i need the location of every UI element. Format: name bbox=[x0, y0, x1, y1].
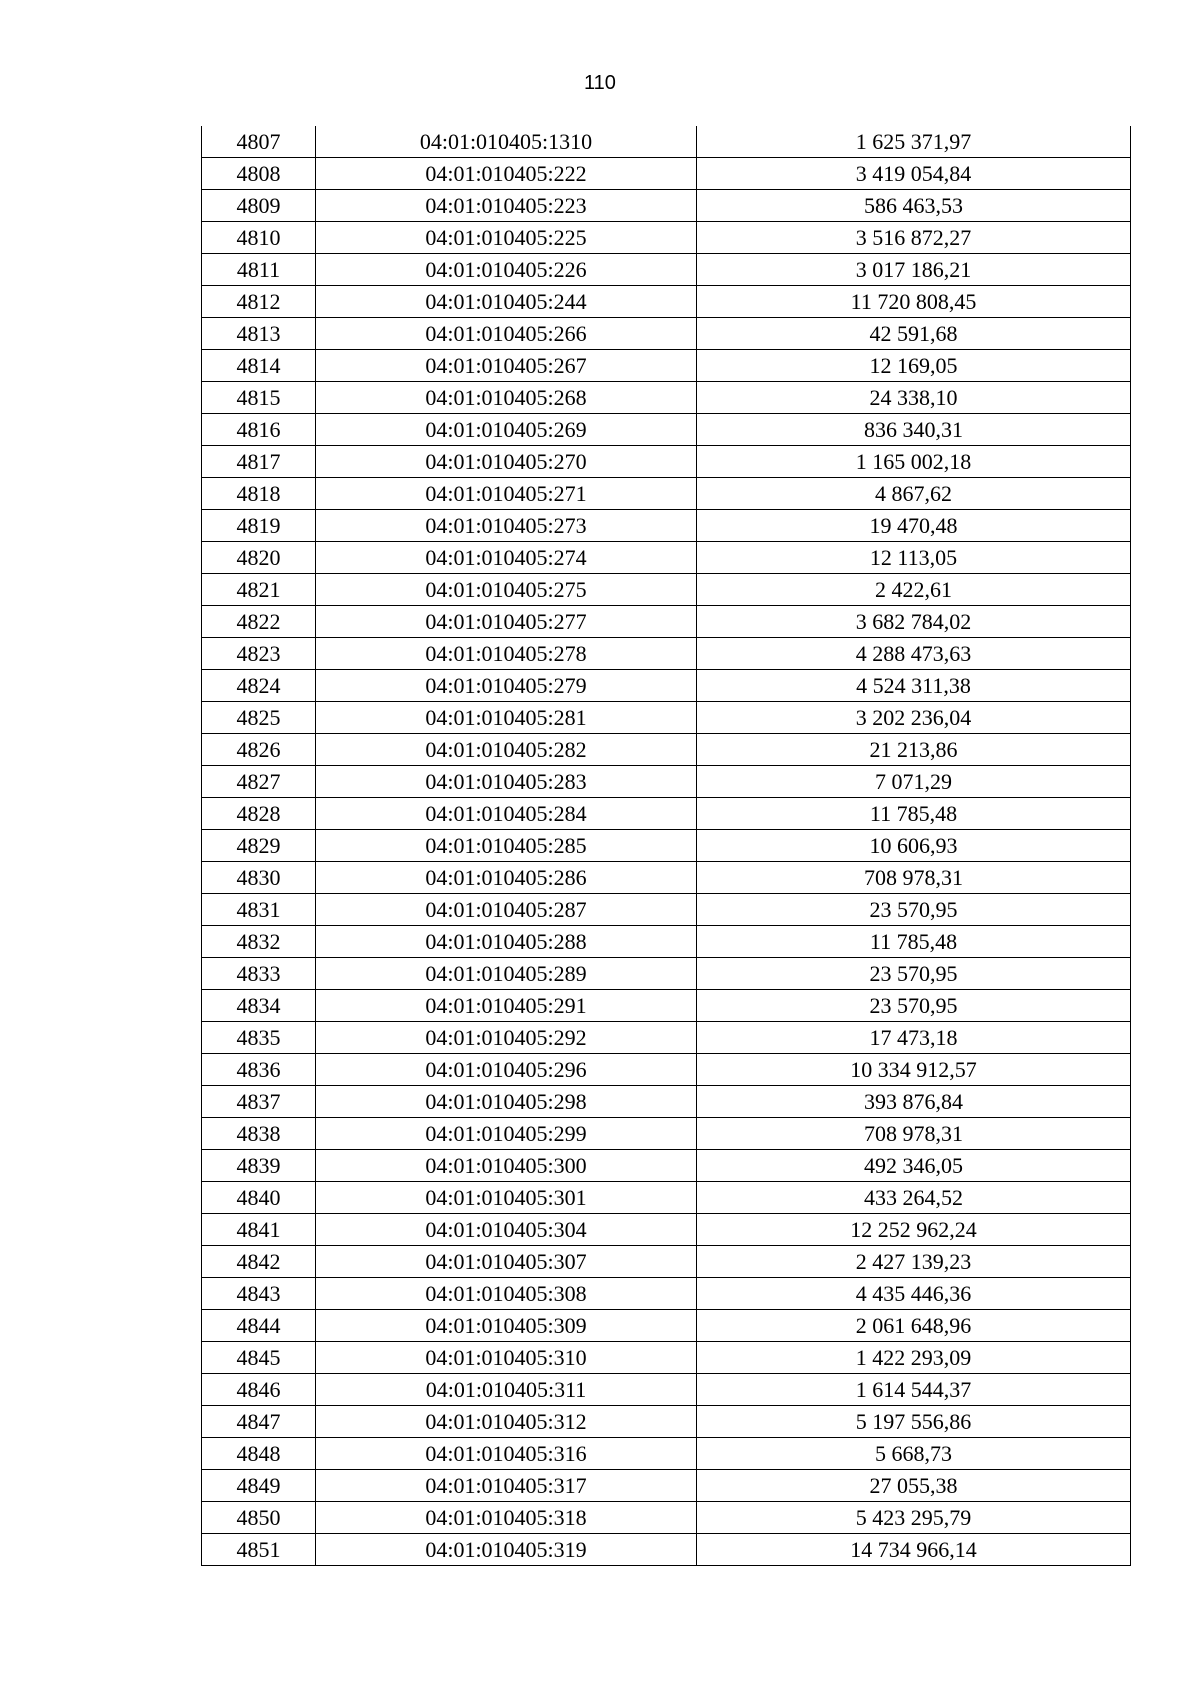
cadastral-number-cell: 04:01:010405:317 bbox=[316, 1470, 697, 1502]
table-row bbox=[202, 126, 1131, 158]
row-number-cell: 4825 bbox=[202, 702, 316, 734]
cadastral-number-cell: 04:01:010405:281 bbox=[316, 702, 697, 734]
table-row bbox=[202, 894, 1131, 926]
cadastral-value-cell: 3 202 236,04 bbox=[697, 702, 1131, 734]
cadastral-number-cell: 04:01:010405:288 bbox=[316, 926, 697, 958]
cadastral-number-cell: 04:01:010405:275 bbox=[316, 574, 697, 606]
table-row bbox=[202, 1022, 1131, 1054]
cadastral-value-cell: 19 470,48 bbox=[697, 510, 1131, 542]
row-number-cell: 4810 bbox=[202, 222, 316, 254]
cadastral-number-cell: 04:01:010405:282 bbox=[316, 734, 697, 766]
cadastral-number-cell: 04:01:010405:279 bbox=[316, 670, 697, 702]
cadastral-value-cell: 14 734 966,14 bbox=[697, 1534, 1131, 1566]
row-number-cell: 4843 bbox=[202, 1278, 316, 1310]
cadastral-value-cell: 7 071,29 bbox=[697, 766, 1131, 798]
row-number-cell: 4813 bbox=[202, 318, 316, 350]
cadastral-number-cell: 04:01:010405:222 bbox=[316, 158, 697, 190]
cadastral-value-cell: 24 338,10 bbox=[697, 382, 1131, 414]
cadastral-number-cell: 04:01:010405:274 bbox=[316, 542, 697, 574]
table-row bbox=[202, 958, 1131, 990]
table-row bbox=[202, 222, 1131, 254]
cadastral-value-cell: 10 334 912,57 bbox=[697, 1054, 1131, 1086]
cadastral-value-cell: 4 524 311,38 bbox=[697, 670, 1131, 702]
table-row bbox=[202, 190, 1131, 222]
cadastral-number-cell: 04:01:010405:310 bbox=[316, 1342, 697, 1374]
row-number-cell: 4835 bbox=[202, 1022, 316, 1054]
cadastral-number-cell: 04:01:010405:318 bbox=[316, 1502, 697, 1534]
cadastral-number-cell: 04:01:010405:289 bbox=[316, 958, 697, 990]
cadastral-number-cell: 04:01:010405:273 bbox=[316, 510, 697, 542]
row-number-cell: 4807 bbox=[202, 126, 316, 158]
table-row bbox=[202, 862, 1131, 894]
cadastral-number-cell: 04:01:010405:309 bbox=[316, 1310, 697, 1342]
cadastral-number-cell: 04:01:010405:287 bbox=[316, 894, 697, 926]
cadastral-value-cell: 27 055,38 bbox=[697, 1470, 1131, 1502]
cadastral-number-cell: 04:01:010405:298 bbox=[316, 1086, 697, 1118]
cadastral-value-cell: 12 113,05 bbox=[697, 542, 1131, 574]
table-row bbox=[202, 382, 1131, 414]
cadastral-value-cell: 708 978,31 bbox=[697, 862, 1131, 894]
table-row bbox=[202, 350, 1131, 382]
table-row bbox=[202, 574, 1131, 606]
table-row bbox=[202, 158, 1131, 190]
cadastral-value-cell: 10 606,93 bbox=[697, 830, 1131, 862]
row-number-cell: 4811 bbox=[202, 254, 316, 286]
row-number-cell: 4817 bbox=[202, 446, 316, 478]
cadastral-value-cell: 5 197 556,86 bbox=[697, 1406, 1131, 1438]
row-number-cell: 4824 bbox=[202, 670, 316, 702]
row-number-cell: 4848 bbox=[202, 1438, 316, 1470]
row-number-cell: 4836 bbox=[202, 1054, 316, 1086]
row-number-cell: 4814 bbox=[202, 350, 316, 382]
cadastral-number-cell: 04:01:010405:225 bbox=[316, 222, 697, 254]
row-number-cell: 4842 bbox=[202, 1246, 316, 1278]
table-row bbox=[202, 1406, 1131, 1438]
cadastral-value-cell: 23 570,95 bbox=[697, 990, 1131, 1022]
cadastral-value-cell: 3 017 186,21 bbox=[697, 254, 1131, 286]
cadastral-number-cell: 04:01:010405:304 bbox=[316, 1214, 697, 1246]
cadastral-number-cell: 04:01:010405:244 bbox=[316, 286, 697, 318]
cadastral-number-cell: 04:01:010405:266 bbox=[316, 318, 697, 350]
row-number-cell: 4820 bbox=[202, 542, 316, 574]
table-row bbox=[202, 1342, 1131, 1374]
row-number-cell: 4821 bbox=[202, 574, 316, 606]
cadastral-number-cell: 04:01:010405:296 bbox=[316, 1054, 697, 1086]
cadastral-number-cell: 04:01:010405:308 bbox=[316, 1278, 697, 1310]
row-number-cell: 4847 bbox=[202, 1406, 316, 1438]
cadastral-number-cell: 04:01:010405:278 bbox=[316, 638, 697, 670]
cadastral-value-cell: 23 570,95 bbox=[697, 894, 1131, 926]
table-row bbox=[202, 638, 1131, 670]
table-row bbox=[202, 702, 1131, 734]
table-row bbox=[202, 1150, 1131, 1182]
row-number-cell: 4827 bbox=[202, 766, 316, 798]
cadastral-value-cell: 3 682 784,02 bbox=[697, 606, 1131, 638]
row-number-cell: 4823 bbox=[202, 638, 316, 670]
row-number-cell: 4812 bbox=[202, 286, 316, 318]
cadastral-value-cell: 1 614 544,37 bbox=[697, 1374, 1131, 1406]
cadastral-number-cell: 04:01:010405:285 bbox=[316, 830, 697, 862]
cadastral-value-cell: 4 288 473,63 bbox=[697, 638, 1131, 670]
table-row bbox=[202, 798, 1131, 830]
table-row bbox=[202, 1246, 1131, 1278]
row-number-cell: 4833 bbox=[202, 958, 316, 990]
row-number-cell: 4822 bbox=[202, 606, 316, 638]
table-row bbox=[202, 926, 1131, 958]
cadastral-value-cell: 393 876,84 bbox=[697, 1086, 1131, 1118]
cadastral-value-cell: 708 978,31 bbox=[697, 1118, 1131, 1150]
row-number-cell: 4832 bbox=[202, 926, 316, 958]
row-number-cell: 4819 bbox=[202, 510, 316, 542]
row-number-cell: 4845 bbox=[202, 1342, 316, 1374]
cadastral-value-cell: 1 165 002,18 bbox=[697, 446, 1131, 478]
table-row bbox=[202, 670, 1131, 702]
table-row bbox=[202, 1374, 1131, 1406]
cadastral-number-cell: 04:01:010405:268 bbox=[316, 382, 697, 414]
row-number-cell: 4838 bbox=[202, 1118, 316, 1150]
table-body bbox=[202, 126, 1131, 1566]
table-row bbox=[202, 1310, 1131, 1342]
table-row bbox=[202, 1438, 1131, 1470]
cadastral-value-cell: 3 516 872,27 bbox=[697, 222, 1131, 254]
row-number-cell: 4841 bbox=[202, 1214, 316, 1246]
row-number-cell: 4829 bbox=[202, 830, 316, 862]
cadastral-value-cell: 836 340,31 bbox=[697, 414, 1131, 446]
row-number-cell: 4839 bbox=[202, 1150, 316, 1182]
row-number-cell: 4837 bbox=[202, 1086, 316, 1118]
row-number-cell: 4851 bbox=[202, 1534, 316, 1566]
table-row bbox=[202, 830, 1131, 862]
cadastral-value-cell: 11 785,48 bbox=[697, 798, 1131, 830]
cadastral-number-cell: 04:01:010405:299 bbox=[316, 1118, 697, 1150]
cadastral-value-cell: 586 463,53 bbox=[697, 190, 1131, 222]
cadastral-value-cell: 1 625 371,97 bbox=[697, 126, 1131, 158]
table-row bbox=[202, 606, 1131, 638]
row-number-cell: 4816 bbox=[202, 414, 316, 446]
cadastral-number-cell: 04:01:010405:312 bbox=[316, 1406, 697, 1438]
table-row bbox=[202, 1502, 1131, 1534]
table-row bbox=[202, 734, 1131, 766]
cadastral-number-cell: 04:01:010405:284 bbox=[316, 798, 697, 830]
table-row bbox=[202, 1278, 1131, 1310]
table-row bbox=[202, 1534, 1131, 1566]
table-row bbox=[202, 1086, 1131, 1118]
cadastral-value-cell: 11 785,48 bbox=[697, 926, 1131, 958]
row-number-cell: 4849 bbox=[202, 1470, 316, 1502]
cadastral-number-cell: 04:01:010405:270 bbox=[316, 446, 697, 478]
row-number-cell: 4826 bbox=[202, 734, 316, 766]
cadastral-value-cell: 42 591,68 bbox=[697, 318, 1131, 350]
cadastral-value-cell: 21 213,86 bbox=[697, 734, 1131, 766]
row-number-cell: 4840 bbox=[202, 1182, 316, 1214]
cadastral-value-cell: 12 169,05 bbox=[697, 350, 1131, 382]
cadastral-value-cell: 12 252 962,24 bbox=[697, 1214, 1131, 1246]
cadastral-number-cell: 04:01:010405:223 bbox=[316, 190, 697, 222]
cadastral-number-cell: 04:01:010405:319 bbox=[316, 1534, 697, 1566]
table-row bbox=[202, 1214, 1131, 1246]
cadastral-value-table bbox=[201, 126, 1131, 1566]
page-number: 110 bbox=[584, 72, 616, 94]
table-row bbox=[202, 990, 1131, 1022]
cadastral-value-cell: 23 570,95 bbox=[697, 958, 1131, 990]
table-row bbox=[202, 510, 1131, 542]
cadastral-number-cell: 04:01:010405:267 bbox=[316, 350, 697, 382]
cadastral-number-cell: 04:01:010405:307 bbox=[316, 1246, 697, 1278]
cadastral-number-cell: 04:01:010405:271 bbox=[316, 478, 697, 510]
cadastral-number-cell: 04:01:010405:316 bbox=[316, 1438, 697, 1470]
row-number-cell: 4828 bbox=[202, 798, 316, 830]
row-number-cell: 4834 bbox=[202, 990, 316, 1022]
table-row bbox=[202, 1118, 1131, 1150]
row-number-cell: 4808 bbox=[202, 158, 316, 190]
cadastral-value-cell: 2 422,61 bbox=[697, 574, 1131, 606]
cadastral-number-cell: 04:01:010405:311 bbox=[316, 1374, 697, 1406]
table-row bbox=[202, 446, 1131, 478]
table-row bbox=[202, 286, 1131, 318]
cadastral-value-cell: 4 867,62 bbox=[697, 478, 1131, 510]
table-row bbox=[202, 1470, 1131, 1502]
cadastral-value-cell: 433 264,52 bbox=[697, 1182, 1131, 1214]
row-number-cell: 4815 bbox=[202, 382, 316, 414]
cadastral-value-cell: 4 435 446,36 bbox=[697, 1278, 1131, 1310]
cadastral-number-cell: 04:01:010405:291 bbox=[316, 990, 697, 1022]
table-row bbox=[202, 414, 1131, 446]
cadastral-number-cell: 04:01:010405:283 bbox=[316, 766, 697, 798]
row-number-cell: 4809 bbox=[202, 190, 316, 222]
row-number-cell: 4846 bbox=[202, 1374, 316, 1406]
cadastral-number-cell: 04:01:010405:301 bbox=[316, 1182, 697, 1214]
table-row bbox=[202, 318, 1131, 350]
cadastral-number-cell: 04:01:010405:277 bbox=[316, 606, 697, 638]
cadastral-value-cell: 5 423 295,79 bbox=[697, 1502, 1131, 1534]
cadastral-value-cell: 11 720 808,45 bbox=[697, 286, 1131, 318]
table-row bbox=[202, 766, 1131, 798]
cadastral-value-cell: 5 668,73 bbox=[697, 1438, 1131, 1470]
row-number-cell: 4830 bbox=[202, 862, 316, 894]
cadastral-value-cell: 2 061 648,96 bbox=[697, 1310, 1131, 1342]
cadastral-number-cell: 04:01:010405:292 bbox=[316, 1022, 697, 1054]
cadastral-number-cell: 04:01:010405:300 bbox=[316, 1150, 697, 1182]
table-row bbox=[202, 478, 1131, 510]
row-number-cell: 4844 bbox=[202, 1310, 316, 1342]
cadastral-number-cell: 04:01:010405:269 bbox=[316, 414, 697, 446]
cadastral-number-cell: 04:01:010405:1310 bbox=[316, 126, 697, 158]
cadastral-value-cell: 492 346,05 bbox=[697, 1150, 1131, 1182]
cadastral-number-cell: 04:01:010405:286 bbox=[316, 862, 697, 894]
cadastral-value-cell: 1 422 293,09 bbox=[697, 1342, 1131, 1374]
cadastral-number-cell: 04:01:010405:226 bbox=[316, 254, 697, 286]
table-row bbox=[202, 542, 1131, 574]
row-number-cell: 4850 bbox=[202, 1502, 316, 1534]
row-number-cell: 4831 bbox=[202, 894, 316, 926]
table-row bbox=[202, 254, 1131, 286]
table-row bbox=[202, 1054, 1131, 1086]
cadastral-value-cell: 17 473,18 bbox=[697, 1022, 1131, 1054]
row-number-cell: 4818 bbox=[202, 478, 316, 510]
cadastral-value-cell: 2 427 139,23 bbox=[697, 1246, 1131, 1278]
cadastral-value-cell: 3 419 054,84 bbox=[697, 158, 1131, 190]
table-row bbox=[202, 1182, 1131, 1214]
